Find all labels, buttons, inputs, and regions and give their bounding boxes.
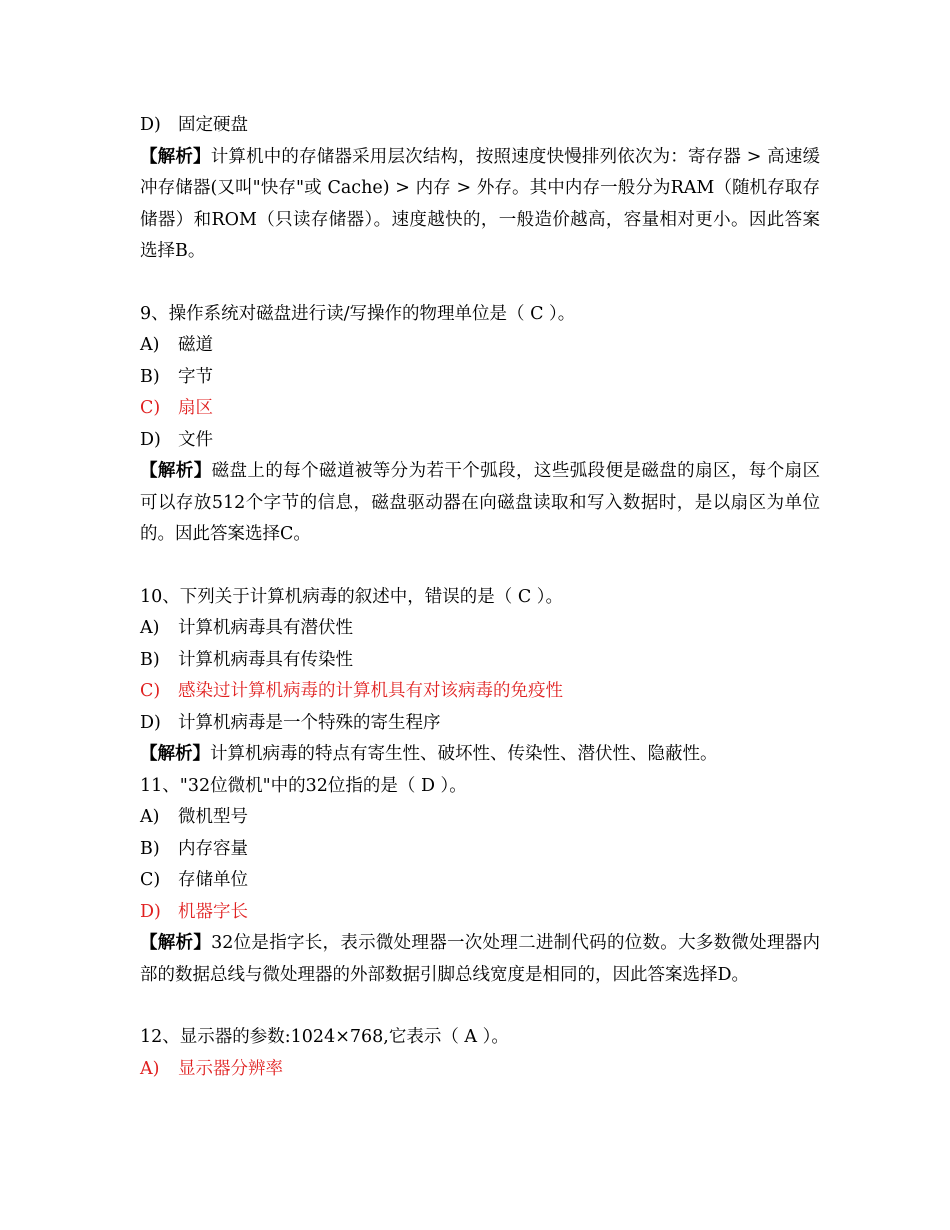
question-text: 9、操作系统对磁盘进行读/写操作的物理单位是（ C ）。 <box>140 303 576 324</box>
option-key: B) <box>140 649 160 670</box>
explanation-tag: 【解析】 <box>140 461 212 481</box>
explanation <box>140 142 820 268</box>
question-text: 12、显示器的参数:1024×768,它表示（ A ）。 <box>140 1027 509 1047</box>
explanation <box>140 739 820 771</box>
option-key: B) <box>140 366 160 387</box>
option-key: D) <box>140 901 161 922</box>
document-page <box>140 110 820 1085</box>
option-key: C) <box>140 681 161 701</box>
option-key: D) <box>140 429 161 450</box>
answer-option <box>140 865 820 897</box>
explanation-text: 计算机病毒的特点有寄生性、破坏性、传染性、潜伏性、隐蔽性。 <box>210 744 718 764</box>
answer-option <box>140 110 820 142</box>
answer-option <box>140 834 820 866</box>
option-text: 磁道 <box>178 335 213 355</box>
block-spacer <box>140 991 820 1022</box>
block-spacer <box>140 551 820 582</box>
explanation-text: 计算机中的存储器采用层次结构，按照速度快慢排列依次为：寄存器 > 高速缓冲存储器(又叫"快存"或 Cache) > 内存 > 外存。其中内存一般分为RAM（随机存取存储器）和ROM（只读存储器）。速度越快的，一般造价越高，容量相对更小。因此答案选择B。 <box>140 146 821 261</box>
explanation-tag: 【解析】 <box>140 744 210 764</box>
answer-option-correct <box>140 897 820 929</box>
option-text: 内存容量 <box>178 838 248 859</box>
explanation <box>140 928 820 991</box>
question-text: 10、下列关于计算机病毒的叙述中，错误的是（ C ）。 <box>140 586 564 607</box>
answer-option-correct <box>140 1054 820 1086</box>
answer-option-correct <box>140 393 820 425</box>
option-key: A) <box>140 335 160 355</box>
option-text: 计算机病毒具有潜伏性 <box>178 618 353 638</box>
answer-option <box>140 708 820 740</box>
option-text: 显示器分辨率 <box>178 1058 283 1079</box>
answer-option-correct <box>140 676 820 708</box>
option-key: A) <box>140 1058 160 1079</box>
option-key: C) <box>140 870 161 890</box>
explanation-text: 32位是指字长，表示微处理器一次处理二进制代码的位数。大多数微处理器内部的数据总线与微处理器的外部数据引脚总线宽度是相同的，因此答案选择D。 <box>140 933 821 985</box>
question-text: 11、"32位微机"中的32位指的是（ D ）。 <box>140 775 467 796</box>
option-key: A) <box>140 618 160 638</box>
explanation-tag: 【解析】 <box>140 146 211 167</box>
explanation <box>140 456 820 551</box>
answer-option <box>140 613 820 645</box>
option-text: 感染过计算机病毒的计算机具有对该病毒的免疫性 <box>178 681 563 701</box>
option-key: D) <box>140 115 161 135</box>
answer-option <box>140 362 820 394</box>
option-text: 固定硬盘 <box>178 115 248 135</box>
option-text: 扇区 <box>178 398 213 418</box>
option-key: A) <box>140 807 160 827</box>
option-text: 计算机病毒具有传染性 <box>178 649 353 670</box>
option-text: 文件 <box>178 429 213 450</box>
answer-option <box>140 645 820 677</box>
option-key: C) <box>140 398 161 418</box>
option-text: 机器字长 <box>178 901 248 922</box>
option-key: B) <box>140 838 160 859</box>
option-text: 计算机病毒是一个特殊的寄生程序 <box>178 712 441 733</box>
option-key: D) <box>140 712 161 733</box>
option-text: 字节 <box>178 366 213 387</box>
explanation-text: 磁盘上的每个磁道被等分为若干个弧段，这些弧段便是磁盘的扇区，每个扇区可以存放512个字节的信息，磁盘驱动器在向磁盘读取和写入数据时，是以扇区为单位的。因此答案选择C。 <box>140 461 821 544</box>
explanation-tag: 【解析】 <box>140 933 212 953</box>
option-text: 微机型号 <box>178 807 248 827</box>
answer-option <box>140 802 820 834</box>
answer-option <box>140 425 820 457</box>
answer-option <box>140 330 820 362</box>
block-spacer <box>140 268 820 299</box>
option-text: 存储单位 <box>178 870 248 890</box>
